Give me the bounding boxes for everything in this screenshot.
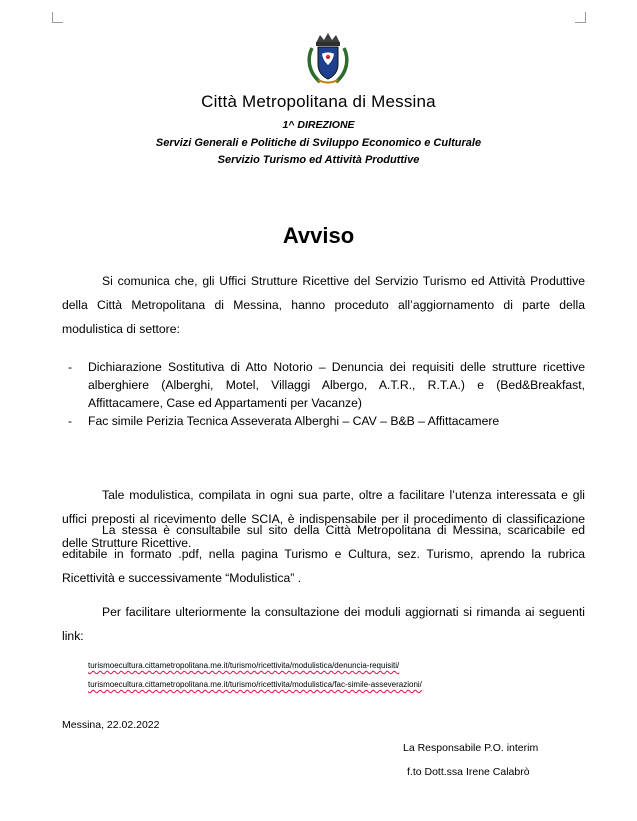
intro-text: Si comunica che, gli Uffici Strutture Ricettive del Servizio Turismo ed Attività Produttive della Città Metropolitana di Messina, hanno proceduto all’aggiornamento di parte della modulistica di settore: [62, 274, 585, 336]
consultazione-paragraph [62, 518, 585, 590]
link-denuncia-requisiti[interactable]: turismoecultura.cittametropolitana.me.it/turismo/ricettivita/modulistica/denuncia-requisiti/ [88, 661, 400, 670]
coat-of-arms-emblem-icon [306, 32, 350, 86]
list-bullet: - [68, 360, 73, 374]
document-date: Messina, 22.02.2022 [62, 719, 160, 731]
modulistica-list [62, 358, 585, 430]
crop-mark-top-left [52, 12, 63, 23]
servizi-heading: Servizi Generali e Politiche di Sviluppo Economico e Culturale [155, 137, 482, 149]
signer-role: La Responsabile P.O. interim [403, 742, 539, 754]
link-fac-simile-asseverazioni[interactable]: turismoecultura.cittametropolitana.me.it/turismo/ricettivita/modulistica/fac-simile-asseverazioni/ [88, 680, 422, 689]
link-list [88, 656, 422, 694]
document-title: Avviso [282, 223, 355, 248]
intro-paragraph [62, 269, 585, 341]
servizio-heading: Servizio Turismo ed Attività Produttive [217, 154, 420, 166]
crop-mark-top-right [575, 12, 586, 23]
list-item [62, 412, 585, 430]
list-item-text: Dichiarazione Sostitutiva di Atto Notorio – Denuncia dei requisiti delle strutture ricettive alberghiere (Alberghi, Motel, Villaggi Albergo, A.T.R., R.T.A.) e (Bed&Breakfast, Affittacamere, Case ed Appartamenti per Vacanze) [88, 360, 585, 410]
paragraph-text: Per facilitare ulteriormente la consultazione dei moduli aggiornati si rimanda ai seguenti link: [62, 605, 585, 643]
direzione-heading: 1^ DIREZIONE [282, 119, 355, 131]
paragraph-text: La stessa è consultabile sul sito della Città Metropolitana di Messina, scaricabile ed editabile in formato .pdf, nella pagina Turismo e Cultura, sez. Turismo, aprendo la rubrica Ricettività e successivamente “Modulistica” . [62, 523, 585, 585]
organization-title: Città Metropolitana di Messina [201, 92, 436, 111]
list-item-text: Fac simile Perizia Tecnica Asseverata Alberghi – CAV – B&B – Affittacamere [88, 414, 500, 428]
paragraph-text: Tale modulistica, compilata in ogni sua parte, oltre a facilitare l’utenza interessata e gli uffici preposti al ricevimento delle SCIA, è indispensabile per il procedimento di classificazione delle Strutture Ricettive. [62, 488, 585, 550]
link-intro-paragraph [62, 600, 585, 648]
list-bullet: - [68, 414, 73, 428]
list-item [62, 358, 585, 412]
signer-name: f.to Dott.ssa Irene Calabrò [407, 766, 530, 778]
